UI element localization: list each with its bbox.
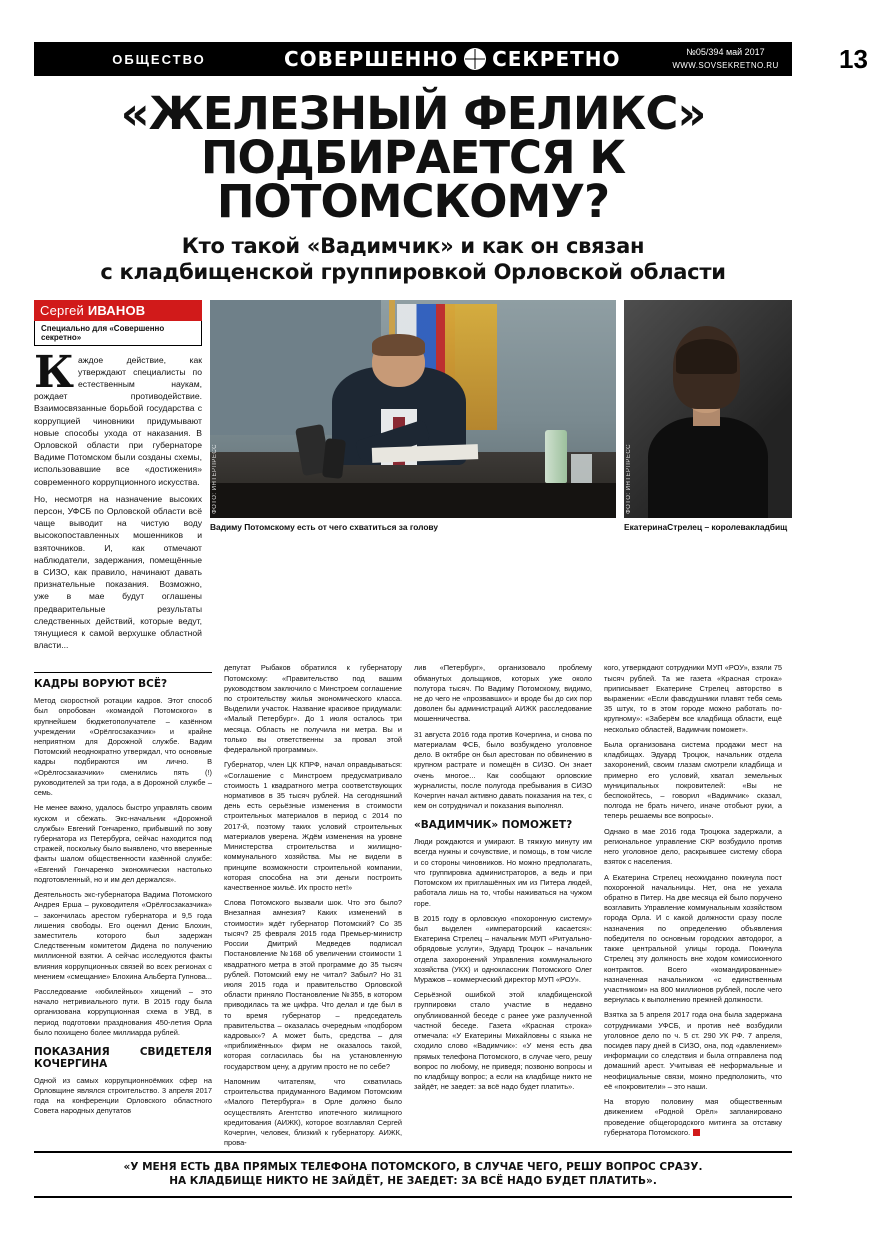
byline-column — [34, 300, 202, 652]
person-hair — [372, 334, 425, 356]
paragraph: Метод скоростной ротации кадров. Этот способ был опробован «командой Потомского» в крупнейшем бюджетополучателе – казённом учреждении «Орёлгосзаказчик» и крайне неприятном для Дорожной службе. Вадим Потомский неоднократно утверждал, что основные кадры подбираются им лично. В «Орёлгосзаказчики» сменились пять (!) руководителей за три года, а в Дорожной службе – семь. — [34, 696, 212, 798]
subheadline-line-1: Кто такой «Вадимчик» и как он связан — [181, 234, 645, 259]
paragraph: Была организована система продажи мест на кладбищах. Эдуард Троцюк, начальник отдела захоронений, своим глазам смотрели кладбища и примерно его условий, хватал земельных муниципальных покровителей: «Вы не беспокойтесь, – говорил «Вадимчик» сказал, полгода не брать ничего, иначе отобьют руки, а теперь решаемы все вопросы». — [604, 739, 782, 821]
author-byline — [34, 300, 202, 321]
author-last-name: ИВАНОВ — [87, 302, 146, 318]
pull-quote-line-1: «У МЕНЯ ЕСТЬ ДВА ПРЯМЫХ ТЕЛЕФОНА ПОТОМСКОГО, В СЛУЧАЕ ЧЕГО, РЕШУ ВОПРОС СРАЗУ. — [123, 1160, 703, 1173]
subheadline-line-2: с кладбищенской группировкой Орловской области — [100, 259, 726, 284]
author-first-name: Сергей — [40, 302, 84, 318]
logo-left-word: СОВЕРШЕННО — [284, 47, 459, 71]
lead-paragraph — [34, 346, 202, 488]
paragraph: 31 августа 2016 года против Кочергина, и снова по материалам ФСБ, было возбуждено уголовное дело. В октябре он был арестован по обвинению в крупном растрате и помещён в СИЗО. Он знает очень многое... Как сообщают орловские журналисты, после полугода пребывания в СИЗО Кочергин начал активно давать показания на тех, с кем он сотрудничал и показания выполнял. — [414, 729, 592, 811]
lead-paragraph-2 — [34, 493, 202, 652]
documents-on-desk — [372, 444, 478, 463]
paragraph: Деятельность экс-губернатора Вадима Потомского Андрея Ерша – руководителя «Орёлгосзаказчика» – закончилась арестом губернатора и 9,5 года лишения свободы. Его оценил Денис Блохин, заместитель которого был задержан Следственным комитетом Дидена по получению миллионной взятки. А сейчас исследуются факты влияния коррупционных связей во всех регионах с мнением «смещание» Блохина Альберта Гупнова... — [34, 890, 212, 981]
website-url[interactable]: WWW.SOVSEKRETNO.RU — [672, 60, 779, 70]
microphone-icon-2 — [322, 438, 346, 479]
paragraph: Серьёзной ошибкой этой кладбищенской группировки стало участие в недавно опубликованной беседе с ранее уже разлученной частной беседе. Газета «Красная строка» отмечала: «У Екатерины Михайловны с языка не сходило слово «Вадимчик»: «У меня есть два прямых телефона Потомского, в случае чего, решу вопрос по любому, не приведя; позвоню вопросы и по кладбищу вопрос; а если на кладбище никто не зайдёт, не заедет: за всё надо будет платить». — [414, 990, 592, 1092]
globe-icon — [464, 48, 486, 70]
paragraph: Расследование «юбилейных» хищений – это начало нетривиального пути. В 2015 году была организована коррупционная схема в УВД, в период подготовки празднования 450-летия Орла было похищено более миллиарда рублей. — [34, 987, 212, 1037]
paragraph: Напомним читателям, что схватилась строительства придуманного Вадимом Потомским «Малого Петербурга» в Орле должно было осуществлять Агентство ипотечного жилищного кредитования (АИЖК), которое возглавлял Сергей Кочергин, человек, близкий к губернатору. АИЖК, прова- — [224, 1076, 402, 1148]
pull-quote — [34, 1151, 792, 1198]
newspaper-page — [0, 42, 868, 1242]
paragraph: Люди рождаются и умирают. В тяжкую минуту им всегда нужны и сочувствие, и помощь, в том числе и со стороны чиновников. Но можно предполагать, что группировка администраторов, а ведь и при Потомском их приглашённых им из Питера людей, работала лишь на то, чтобы наживаться на чужом горе. — [414, 837, 592, 908]
photo-credit-2: ФОТО: ИНТЕРПРЕСС — [626, 443, 632, 514]
subheadline — [34, 234, 792, 285]
paragraph: депутат Рыбаков обратился к губернатору Потомскому: «Правительство под вашим руководством заключило с Минстроем соглашение по строительству жилья экономического класса. Выделили участок. Название красивое придумали: «Малый Петербург». До 1 июля осталось три месяца. Область не получила ни метра. Вы и только вы ответственны за провал этой федеральной программы». — [224, 663, 402, 755]
main-photo-block — [210, 300, 616, 652]
drop-cap: К — [34, 346, 75, 398]
section-label: ОБЩЕСТВО — [112, 51, 206, 67]
drinking-glass — [571, 454, 591, 482]
author-role: Специально для «Совершенно секретно» — [34, 321, 202, 346]
lead-text-1: аждое действие, как утверждают специалисты по естественным наукам, рождает противодействие. Взаимосвязанные борьбой государства с коррупцией чиновники придумывают новые способы ухода от наказания. В Орловской области при губернаторе Вадиме Потомском были созданы схемы, использовавшие все «достижения» современного коррупционного искусства. — [34, 354, 202, 487]
paragraph: лив «Петербург», организовало проблему обманутых дольщиков, которых уже около полутора тысяч. По Вадиму Потомскому, видимо, не до чего не «прозвавших» и вроде бы до сих пор доволен бы администраций АИЖК расследование мошенничества. — [414, 663, 592, 724]
paragraph: Одной из самых коррупционноёмких сфер на Орловщине являлся строительство. 3 апреля 2017 года на конференции Орловского областного Совета народных депутатов — [34, 1075, 212, 1116]
photo-caption: Вадиму Потомскому есть от чего схватиться за голову — [210, 521, 439, 532]
water-bottle — [545, 430, 567, 482]
page-number: 13 — [830, 42, 876, 76]
masthead — [34, 42, 868, 76]
person2-hair-front — [676, 339, 736, 374]
pull-quote-line-2: НА КЛАДБИЩЕ НИКТО НЕ ЗАЙДЁТ, НЕ ЗАЕДЕТ: ЗА ВСЁ НАДО БУДЕТ ПЛАТИТЬ». — [169, 1174, 657, 1187]
section-heading-3: «ВАДИМЧИК» ПОМОЖЕТ? — [414, 819, 573, 832]
lead-text-2: Но, несмотря на назначение высоких персон, УФСБ по Орловской области всё чаще выводит на чистую воду высокопоставленных мошенников и взяточников. И, как отмечают наблюдатели, задержания, помещённые в СИЗО, как правило, начинают давать признательные показания. Возможно, уже в мае будут оглашены предварительные результаты следственных действий, которые ведут, тянущиеся к самой верхушке областной власти... — [34, 493, 202, 651]
issue-info — [620, 46, 830, 72]
logo-right-word: СЕКРЕТНО — [492, 47, 621, 71]
photo-governor — [210, 300, 616, 518]
photo-woman — [624, 300, 792, 518]
issue-number: №05/394 май 2017 — [686, 47, 765, 58]
paragraph: А Екатерина Стрелец неожиданно покинула пост похоронной начальницы. Нет, она не уехала обратно в Питер. На две месяца ей было поручено возглавить Управление коммунальным хозяйством города Орла. И с какой должности сразу после назначения по определению объявления победителя по основным городских автодорог, а также центральной улицы города. Покинула Стрелец эту должность вне ходом комиссионного контрактов. Всего «командированные» назначенная начальником «с единственным участником» на 800 миллионов рублей, после чего вернулась к выполнению прежней должности. — [604, 872, 782, 1005]
paragraph: Не менее важно, удалось быстро управлять своим куском и сбежать. Экс-начальник «Дорожной службы» Евгений Гончаренко, прибывший по зову губернатора из Петербурга, сейчас находится под стражей, поскольку было выявлено, что вверенные факты шалом общественности казённой службе: «Евгений Гончаренко экономически настолько подготовленный, но и им дел держался». — [34, 803, 212, 884]
section-heading-2: ПОКАЗАНИЯ СВИДЕТЕЛЯ КОЧЕРГИНА — [34, 1046, 212, 1070]
headline-line-1: «ЖЕЛЕЗНЫЙ ФЕЛИКС» — [120, 87, 706, 140]
publication-logo — [284, 47, 620, 71]
side-photo-block — [624, 300, 792, 652]
paragraph-text: На вторую половину мая общественным движением «Родной Орёл» запланировано проведение общегородского митинга за отставку губернатора Потомского. — [604, 1097, 782, 1137]
paragraph: кого, утверждают сотрудники МУП «РОУ», взяли 75 тысяч рублей. Та же газета «Красная строка» приписывает Екатерине Стрелец авторство в выражении: «Если фавсдушники плавят тебя семь 35 штук, то в этом городе можно работать по-крупному»: «Заберём все кладбища области, ещё несколько областей, Вадимчик поможет». — [604, 663, 782, 734]
paragraph: Губернатор, член ЦК КПРФ, начал оправдываться: «Соглашение с Минстроем предусматривало стоимость 1 квадратного метра соответствующих нормативов в 35 тысяч рублей. На сегодняшний день есть серьёзные изменения в стоимости строительных материалов в период с 2014 по 2017-й, поэтому таких условий строительных материалов уверена. Ждём изменения на уровне Министерства строительства и жилищно-коммунального хозяйства. Мы не видели в принципе возможности строительной компании, которая способна на эти деньги построить качественное жильё. Их просто нет!» — [224, 760, 402, 892]
photo-caption-2: ЕкатеринаСтрелец – королевакладбищ — [624, 521, 788, 532]
headline-line-2: ПОДБИРАЕТСЯ К ПОТОМСКОМУ? — [200, 131, 626, 229]
person2-body — [648, 417, 769, 517]
page-title — [34, 87, 792, 229]
desk-front — [210, 483, 616, 518]
paragraph-last — [604, 1097, 782, 1138]
end-mark — [693, 1129, 700, 1136]
paragraph: Однако в мае 2016 года Троцюка задержали, а региональное управление СКР возбудило против него уголовное дело, раскрывшее систему сбора взяток с населения. — [604, 826, 782, 867]
paragraph: Слова Потомского вызвали шок. Что это было? Внезапная амнезия? Каких изменений в стоимости» ждёт губернатор Потомский? Со 35 тысяч? 25 февраля 2015 года Премьер-министр России Дмитрий Медведев подписал Постановление №168 об увеличении стоимости 1 квадратного метра в этой программе до 35 тысяч рублей. Потомский ему не читал? Забыл? Но 31 июля 2015 года и правительство Орловской области приняло Постановление №355, в котором приводилась та же цифра. Что делал и где был в то время губернатор – председатель правительства – оказалась очередным «подбором кадровых»? А может быть, средства – для «приближённых» фирм не оказалось такой, которая согласилась бы на установленную государством цену, а другим просто не по себе? — [224, 898, 402, 1071]
section-heading-1: КАДРЫ ВОРУЮТ ВСЁ? — [34, 672, 212, 691]
paragraph: Взятка за 5 апреля 2017 года она была задержана сотрудниками УФСБ, и против неё возбудили уголовное дело по ч. 5 ст. 290 УК РФ. 7 апреля, посидев пару дней в СИЗО, она, под «давлением» информации со следствия и была отправлена под домашний арест. Учитывая её неформальные и неофициальные связи, можно предположить, что её «покровители» – это наши. — [604, 1010, 782, 1091]
paragraph: В 2015 году в орловскую «похоронную систему» был выделен «императорский касается»: Екатерина Стрелец – начальник МУП «Ритуально-обрядовые услуги», Эдуард Троцюк – начальник отдела захоронений Управления коммунального хозяйства (УКХ) и одноклассник Потомского Олег Муражов – коммерческий директор МУП «РОУ». — [414, 913, 592, 985]
photo-credit: ФОТО: ИНТЕРПРЕСС — [212, 443, 218, 514]
top-row — [34, 300, 792, 652]
